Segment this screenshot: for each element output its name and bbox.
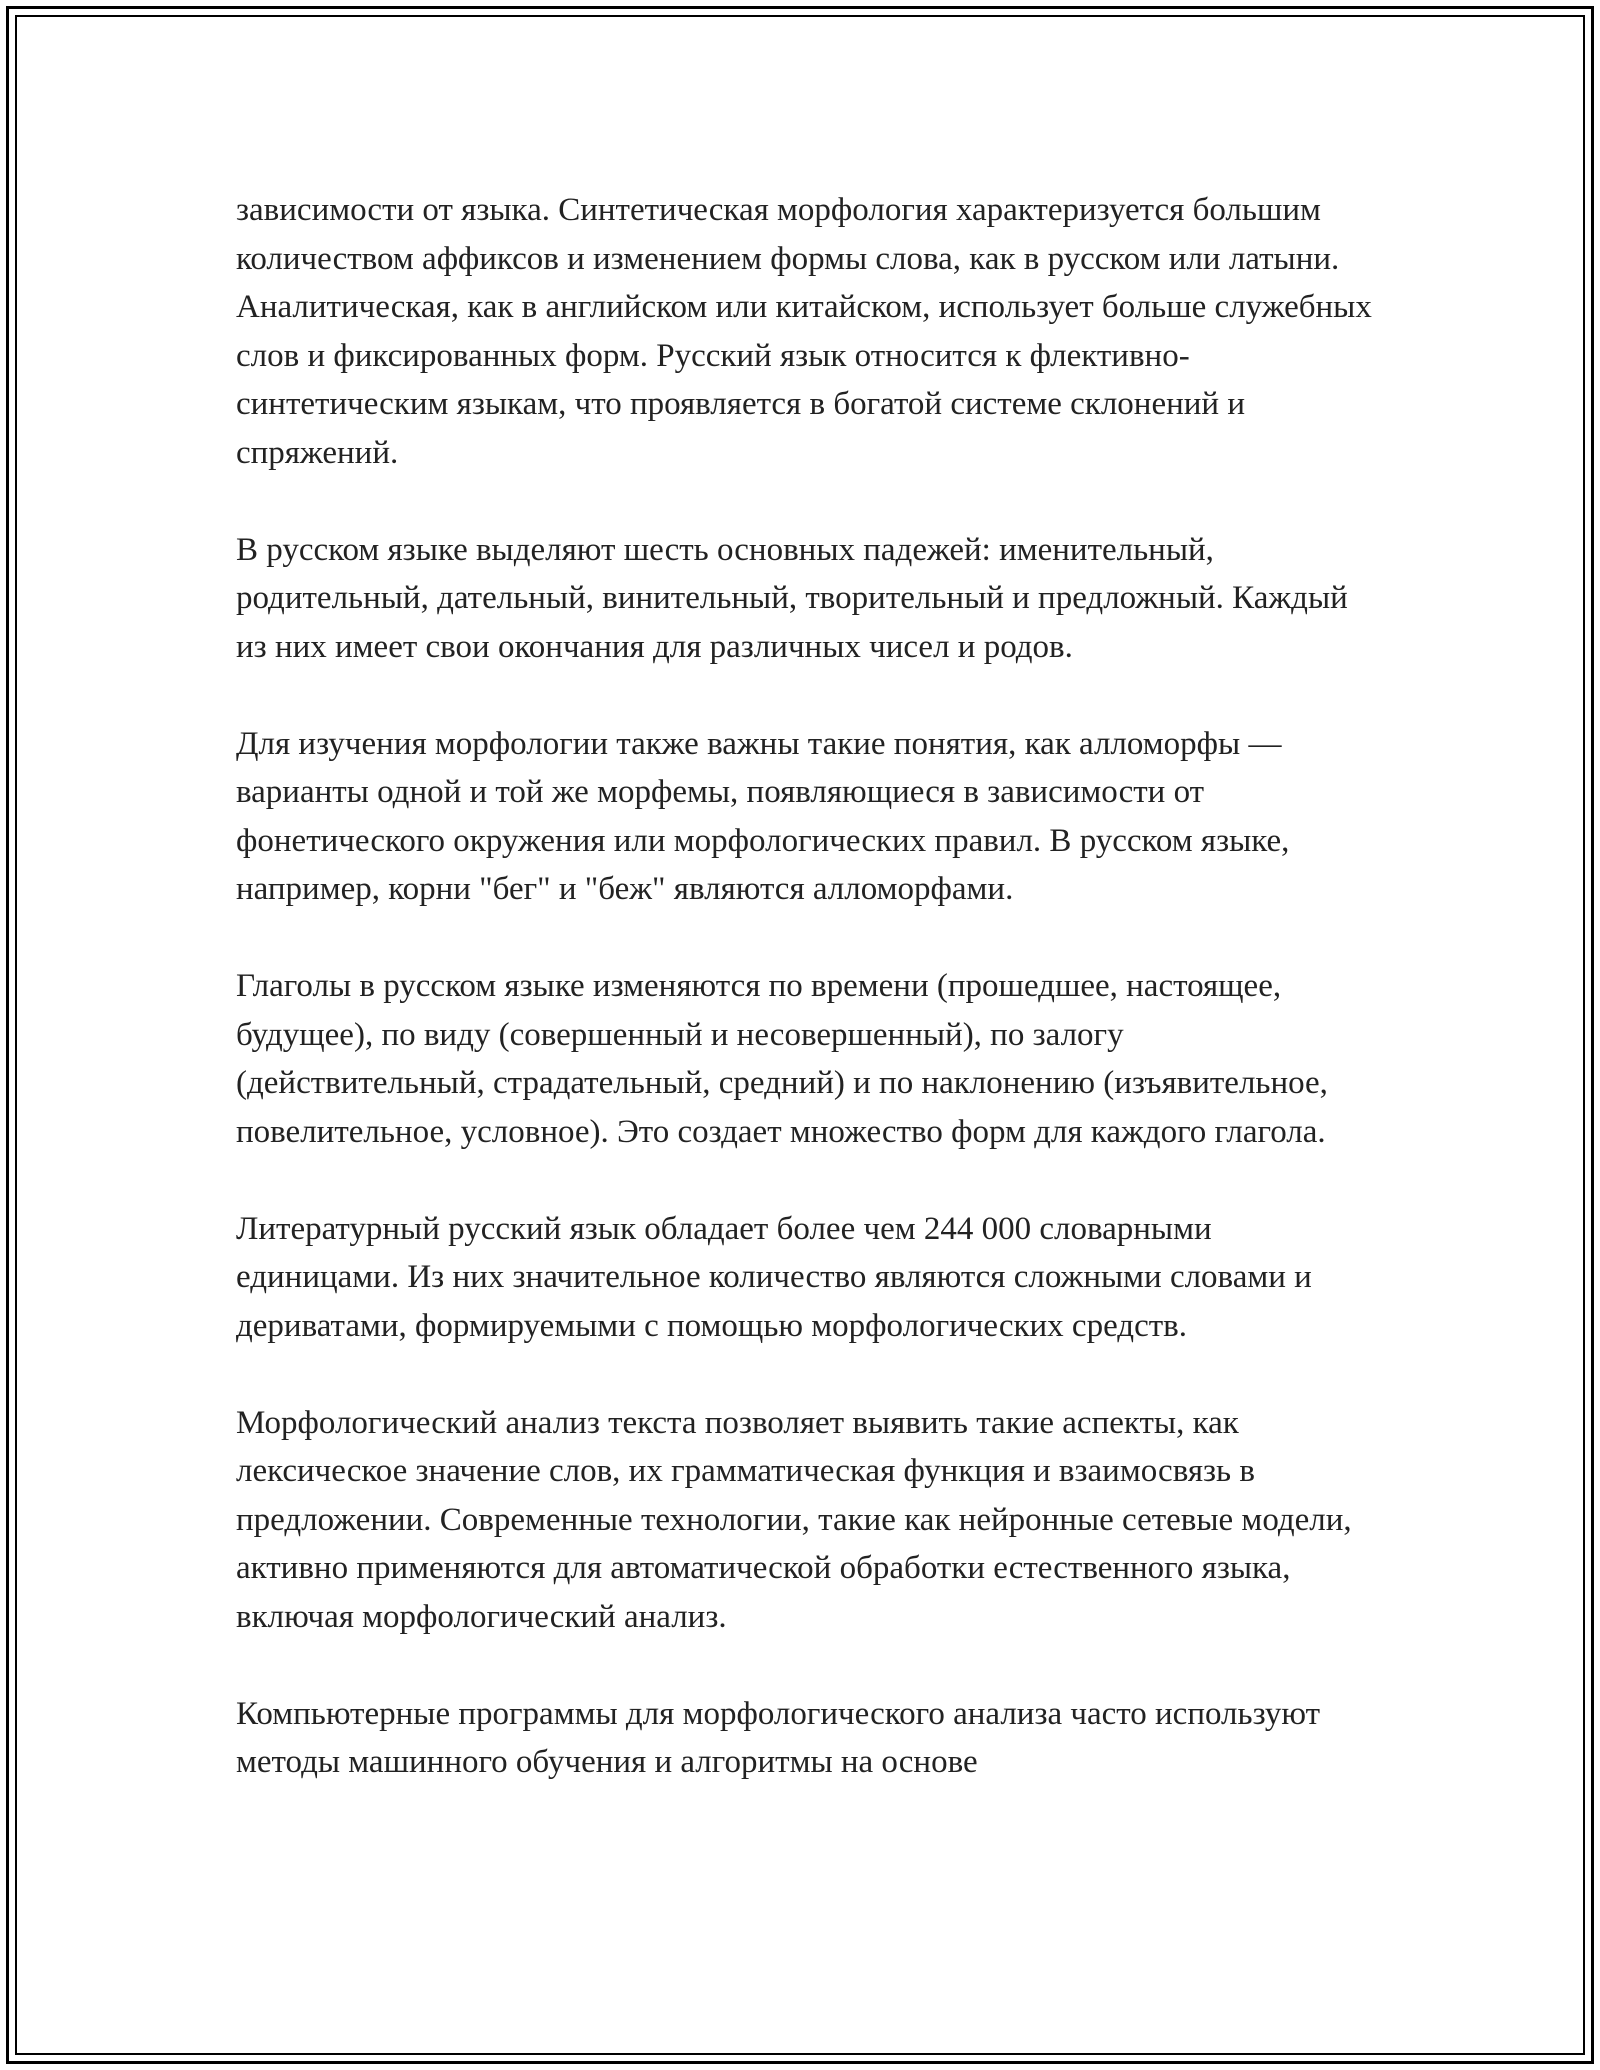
paragraph: Литературный русский язык обладает более чем 244 000 словарными единицами. Из них значительное количество являются сложными словами и дериватами, формируемыми с помощью морфологических средств.	[236, 1210, 1312, 1344]
document-body	[236, 186, 1376, 1787]
paragraph: Компьютерные программы для морфологического анализа часто используют методы машинного обучения и алгоритмы на основе	[236, 1695, 1321, 1780]
paragraph: зависимости от языка. Синтетическая морфология характеризуется большим количеством аффиксов и изменением формы слова, как в русском или латыни. Аналитическая, как в английском или китайском, использует больше служебных слов и фиксированных форм. Русский язык относится к флективно-синтетическим языкам, что проявляется в богатой системе склонений и спряжений.	[236, 192, 1372, 471]
paragraph: Морфологический анализ текста позволяет выявить такие аспекты, как лексическое значение слов, их грамматическая функция и взаимосвязь в предложении. Современные технологии, такие как нейронные сетевые модели, активно применяются для автоматической обработки естественного языка, включая морфологический анализ.	[236, 1404, 1352, 1635]
paragraph: В русском языке выделяют шесть основных падежей: именительный, родительный, дательный, винительный, творительный и предложный. Каждый из них имеет свои окончания для различных чисел и родов.	[236, 531, 1348, 665]
paragraph: Глаголы в русском языке изменяются по времени (прошедшее, настоящее, будущее), по виду (совершенный и несовершенный), по залогу (действительный, страдательный, средний) и по наклонению (изъявительное, повелительное, условное). Это создает множество форм для каждого глагола.	[236, 968, 1328, 1150]
paragraph: Для изучения морфологии также важны такие понятия, как алломорфы — варианты одной и той же морфемы, появляющиеся в зависимости от фонетического окружения или морфологических правил. В русском языке, например, корни "бег" и "беж" являются алломорфами.	[236, 725, 1290, 907]
